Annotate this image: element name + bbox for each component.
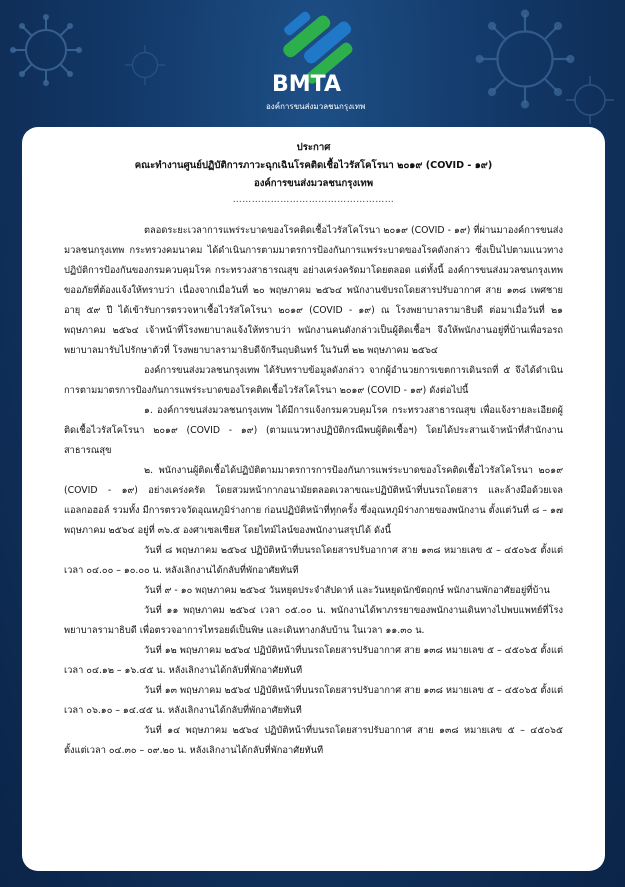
paragraph: ๑. องค์การขนส่งมวลชนกรุงเทพ ได้มีการแจ้งกรมควบคุมโรค กระทรวงสาธารณสุข เพื่อแจ้งรายละเอียดผู้ติดเชื้อไวรัสโคโรนา ๒๐๑๙ (COVID - ๑๙) (ตามแนวทางปฏิบัติกรณีพบผู้ติดเชื้อฯ) โดยได้ประสานเจ้าหน้าที่สำนักงานสาธารณสุข (64, 405, 563, 456)
virus-decoration-icon (560, 70, 620, 130)
announcement-organization: องค์การขนส่งมวลชนกรุงเทพ (253, 178, 374, 189)
paragraph: ตลอดระยะเวลาการแพร่ระบาดของโรคติดเชื้อไวรัสโคโรนา ๒๐๑๙ (COVID - ๑๙) ที่ผ่านมาองค์การขนส่งมวลชนกรุงเทพ กระทรวงคมนาคม ได้ดำเนินการตามมาตรการป้องกันการแพร่ระบาดของโรคดังกล่าว ซึ่งเป็นไปตามแนวทางปฏิบัติการป้องกันของกรมควบคุมโรค กระทรวงสาธารณสุข อย่างเคร่งครัดมาโดยตลอด แต่ทั้งนี้ องค์การขนส่งมวลชนกรุงเทพ ขออภัยที่ต้องแจ้งให้ทราบว่า เนื่องจากเมื่อวันที่ ๒๐ พฤษภาคม ๒๕๖๔ พนักงานขับรถโดยสารปรับอากาศ สาย ๑๓๘ เพศชาย อายุ ๕๙ ปี ได้เข้ารับการตรวจหาเชื้อไวรัสโคโรนา ๒๐๑๙ (COVID - ๑๙) ณ โรงพยาบาลรามาธิบดี ต่อมาเมื่อวันที่ ๒๑ พฤษภาคม ๒๕๖๔ เจ้าหน้าที่โรงพยาบาลแจ้งให้ทราบว่า พนักงานคนดังกล่าวเป็นผู้ติดเชื้อฯ จึงให้พนักงานอยู่ที่บ้านเพื่อรอรถพยาบาลมารับไปรักษาตัวที่ โรงพยาบาลรามาธิบดีจักรีนฤบดินทร์ ในวันที่ ๒๒ พฤษภาคม ๒๕๖๔ (64, 225, 563, 356)
bmta-logo-text: BMTA (272, 72, 341, 97)
timeline-item: วันที่ ๑๓ พฤษภาคม ๒๕๖๔ ปฏิบัติหน้าที่บนรถโดยสารปรับอากาศ สาย ๑๓๘ หมายเลข ๕ – ๔๕๐๖๕ ตั้งแต่เวลา ๐๖.๑๐ – ๑๔.๔๕ น. หลังเลิกงานได้กลับที่พักอาศัยทันที (64, 685, 563, 716)
paragraph: องค์การขนส่งมวลชนกรุงเทพ ได้รับทราบข้อมูลดังกล่าว จากผู้อำนวยการเขตการเดินรถที่ ๕ จึงได้ดำเนินการตามมาตรการป้องกันการแพร่ระบาดของโรคติดเชื้อไวรัสโคโรนา ๒๐๑๙ (COVID - ๑๙) ดังต่อไปนี้ (64, 365, 563, 396)
divider: …………………………………………… (232, 195, 395, 205)
virus-decoration-icon (120, 40, 170, 90)
announcement-card (22, 127, 605, 871)
timeline-item: วันที่ ๙ - ๑๐ พฤษภาคม ๒๕๖๔ วันหยุดประจำสัปดาห์ และวันหยุดนักขัตฤกษ์ พนักงานพักอาศัยอยู่ที่บ้าน (144, 585, 550, 596)
timeline-item: วันที่ ๑๑ พฤษภาคม ๒๕๖๔ เวลา ๐๕.๐๐ น. พนักงานได้พาภรรยาของพนักงานเดินทางไปพบแพทย์ที่โรงพยาบาลรามาธิบดี เพื่อตรวจอาการไทรอยด์เป็นพิษ และเดินทางกลับบ้าน ในเวลา ๑๑.๓๐ น. (64, 605, 563, 636)
announcement-title: ประกาศ (296, 142, 331, 153)
announcement-subtitle: คณะทำงานศูนย์ปฏิบัติการภาวะฉุกเฉินโรคติดเชื้อไวรัสโคโรนา ๒๐๑๙ (COVID - ๑๙) (134, 160, 493, 171)
timeline-item: วันที่ ๘ พฤษภาคม ๒๕๖๔ ปฏิบัติหน้าที่บนรถโดยสารปรับอากาศ สาย ๑๓๘ หมายเลข ๕ – ๔๕๐๖๕ ตั้งแต่เวลา ๐๔.๐๐ – ๑๐.๐๐ น. หลังเลิกงานได้กลับที่พักอาศัยทันที (64, 545, 563, 576)
timeline-item: วันที่ ๑๔ พฤษภาคม ๒๕๖๔ ปฏิบัติหน้าที่บนรถโดยสารปรับอากาศ สาย ๑๓๘ หมายเลข ๕ – ๔๕๐๖๕ ตั้งแต่เวลา ๐๔.๓๐ – ๐๙.๒๐ น. หลังเลิกงานได้กลับที่พักอาศัยทันที (64, 725, 563, 756)
virus-decoration-icon (6, 10, 86, 90)
paragraph: ๒. พนักงานผู้ติดเชื้อได้ปฏิบัติตามมาตรการการป้องกันการแพร่ระบาดของโรคติดเชื้อไวรัสโคโรนา ๒๐๑๙ (COVID - ๑๙) อย่างเคร่งครัด โดยสวมหน้ากากอนามัยตลอดเวลาขณะปฏิบัติหน้าที่บนรถโดยสาร และล้างมือด้วยเจลแอลกอฮอล์ รวมทั้ง มีการตรวจวัดอุณหภูมิร่างกาย ก่อนปฏิบัติหน้าที่ทุกครั้ง ซึ่งอุณหภูมิร่างกายของพนักงาน ตั้งแต่วันที่ ๘ – ๑๗ พฤษภาคม ๒๕๖๔ อยู่ที่ ๓๖.๕ องศาเซลเซียส โดยไทม์ไลน์ของพนักงานสรุปได้ ดังนี้ (64, 465, 563, 536)
bmta-org-name: องค์การขนส่งมวลชนกรุงเทพ (266, 102, 366, 111)
timeline-item: วันที่ ๑๒ พฤษภาคม ๒๕๖๔ ปฏิบัติหน้าที่บนรถโดยสารปรับอากาศ สาย ๑๓๘ หมายเลข ๕ – ๔๕๐๖๕ ตั้งแต่เวลา ๐๔.๑๒ – ๑๖.๔๕ น. หลังเลิกงานได้กลับที่พักอาศัยทันที (64, 645, 563, 676)
